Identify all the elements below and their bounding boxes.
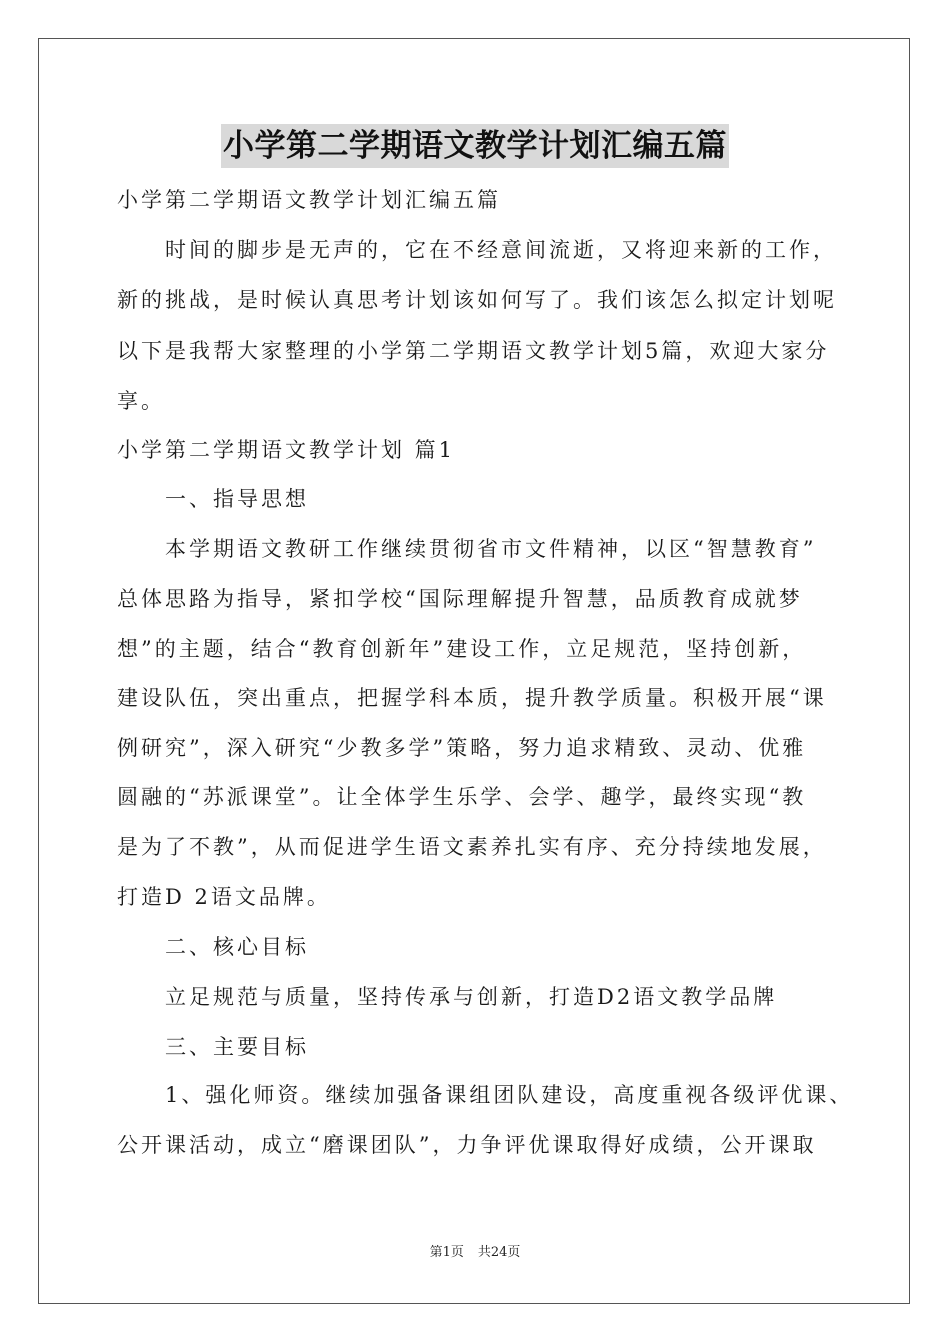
section-heading: 小学第二学期语文教学计划 篇1 xyxy=(117,438,456,462)
subtitle-line: 小学第二学期语文教学计划汇编五篇 xyxy=(117,188,501,212)
paragraph-line: 本学期语文教研工作继续贯彻省市文件精神，以区“智慧教育” xyxy=(165,537,817,561)
total-pages: 共24页 xyxy=(477,1245,521,1260)
paragraph-line: 时间的脚步是无声的，它在不经意间流逝，又将迎来新的工作， xyxy=(165,238,837,262)
paragraph-line: 1、强化师资。继续加强备课组团队建设，高度重视各级评优课、 xyxy=(165,1083,854,1107)
paragraph-line: 例研究”，深入研究“少教多学”策略，努力追求精致、灵动、优雅 xyxy=(117,736,807,760)
paragraph-line: 公开课活动，成立“磨课团队”，力争评优课取得好成绩，公开课取 xyxy=(117,1133,817,1157)
paragraph-line: 以下是我帮大家整理的小学第二学期语文教学计划5篇，欢迎大家分 xyxy=(117,339,830,363)
subsection-heading: 二、核心目标 xyxy=(165,935,309,959)
page-number: 第1页 xyxy=(429,1245,464,1260)
subsection-heading: 一、指导思想 xyxy=(165,487,309,511)
paragraph-line: 圆融的“苏派课堂”。让全体学生乐学、会学、趣学，最终实现“教 xyxy=(117,785,807,809)
paragraph-line: 总体思路为指导，紧扣学校“国际理解提升智慧，品质教育成就梦 xyxy=(117,587,803,611)
document-title: 小学第二学期语文教学计划汇编五篇 xyxy=(221,124,729,168)
page-border xyxy=(38,38,910,1304)
paragraph-line: 立足规范与质量，坚持传承与创新，打造D2语文教学品牌 xyxy=(165,985,778,1009)
paragraph-line: 建设队伍，突出重点，把握学科本质，提升教学质量。积极开展“课 xyxy=(117,686,827,710)
paragraph-line: 享。 xyxy=(117,389,165,413)
page-footer xyxy=(0,1244,950,1262)
paragraph-line: 是为了不教”，从而促进学生语文素养扎实有序、充分持续地发展， xyxy=(117,835,827,859)
subsection-heading: 三、主要目标 xyxy=(165,1035,309,1059)
title-wrap xyxy=(0,124,950,168)
paragraph-line: 新的挑战，是时候认真思考计划该如何写了。我们该怎么拟定计划呢 xyxy=(117,288,837,312)
paragraph-line: 想”的主题，结合“教育创新年”建设工作，立足规范，坚持创新， xyxy=(117,637,807,661)
paragraph-line: 打造D 2语文品牌。 xyxy=(117,885,331,909)
